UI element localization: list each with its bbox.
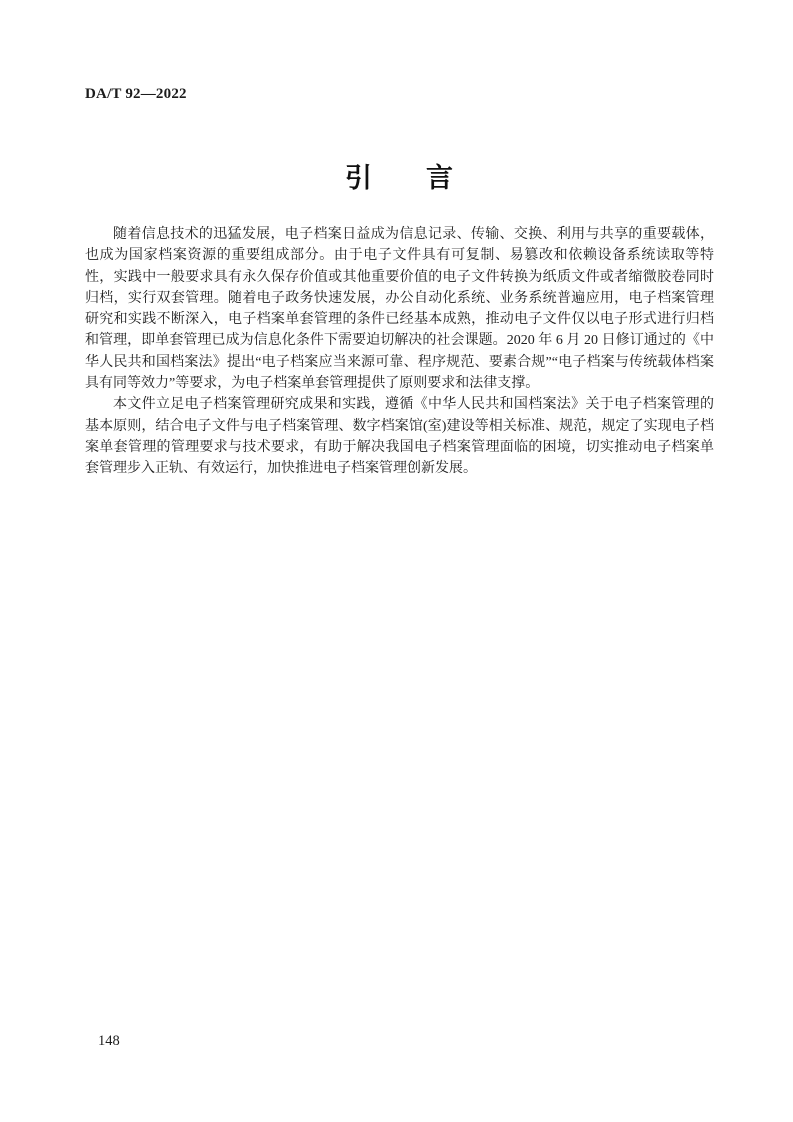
paragraph: 本文件立足电子档案管理研究成果和实践，遵循《中华人民共和国档案法》关于电子档案管理的基本原则，结合电子文件与电子档案管理、数字档案馆(室)建设等相关标准、规范，规定了实现电子档案单套管理的管理要求与技术要求，有助于解决我国电子档案管理面临的困境，切实推动电子档案单套管理步入正轨、有效运行，加快推进电子档案管理创新发展。 [85,397,714,477]
document-body [85,224,714,480]
paragraph: 随着信息技术的迅猛发展，电子档案日益成为信息记录、传输、交换、利用与共享的重要载体，也成为国家档案资源的重要组成部分。由于电子文件具有可复制、易篡改和依赖设备系统读取等特性，实践中一般要求具有永久保存价值或其他重要价值的电子文件转换为纸质文件或者缩微胶卷同时归档，实行双套管理。随着电子政务快速发展，办公自动化系统、业务系统普遍应用，电子档案管理研究和实践不断深入，电子档案单套管理的条件已经基本成熟，推动电子文件仅以电子形式进行归档和管理，即单套管理已成为信息化条件下需要迫切解决的社会课题。2020 年 6 月 20 日修订通过的《中华人民共和国档案法》提出“电子档案应当来源可靠、程序规范、要素合规”“电子档案与传统载体档案具有同等效力”等要求，为电子档案单套管理提供了原则要求和法律支撑。 [85,227,714,392]
section-title: 引 言 [345,163,453,193]
page-number: 148 [98,1033,120,1049]
standard-number: DA/T 92—2022 [85,86,187,102]
